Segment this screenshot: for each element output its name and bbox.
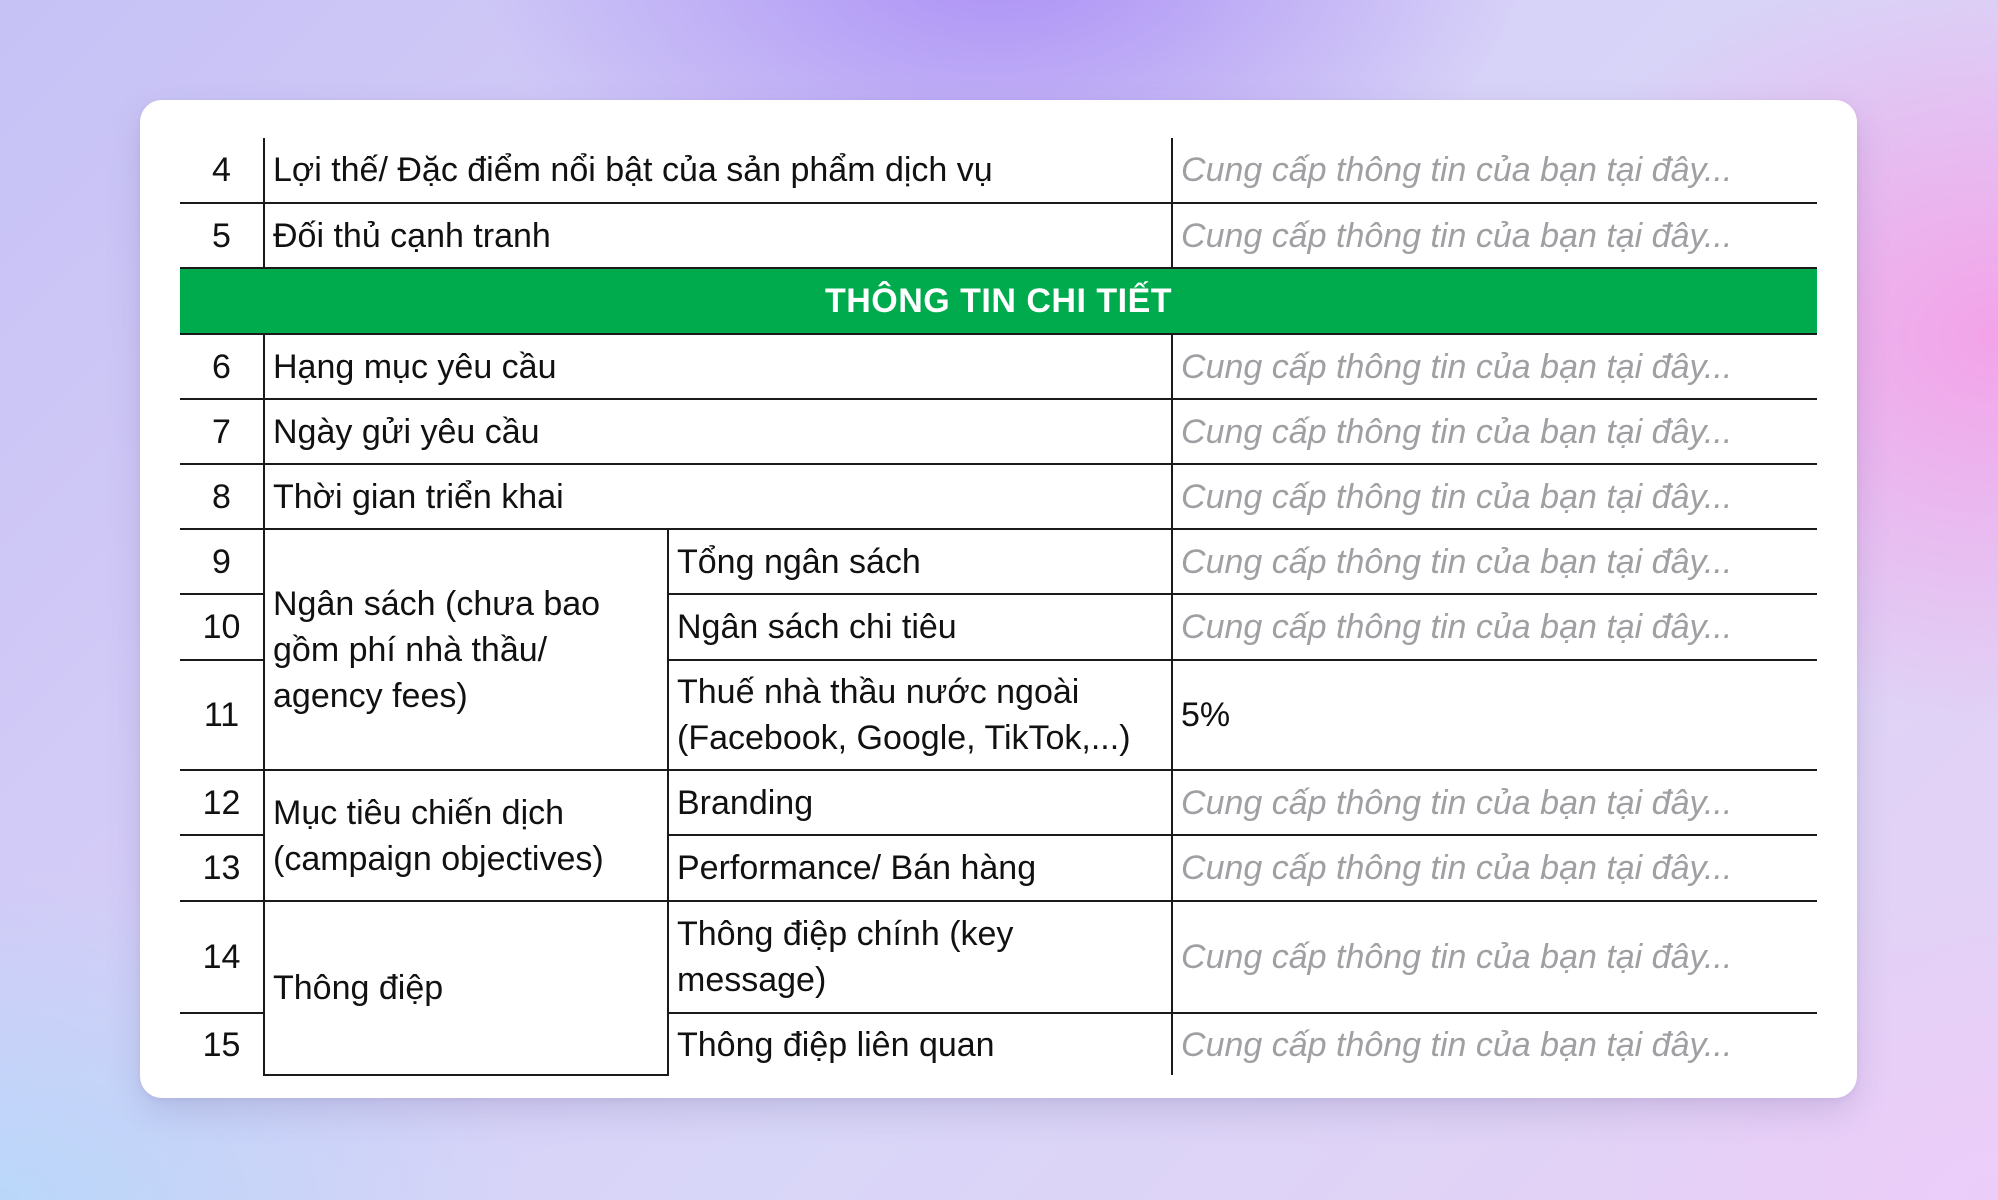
- row-label-related-message: Thông điệp liên quan: [668, 1013, 1172, 1075]
- row-label-performance: Performance/ Bán hàng: [668, 835, 1172, 901]
- row-number: 5: [180, 203, 264, 268]
- input-branding[interactable]: Cung cấp thông tin của bạn tại đây...: [1172, 770, 1817, 835]
- row-number: 10: [180, 594, 264, 660]
- group-label-budget: Ngân sách (chưa bao gồm phí nhà thầu/ agency fees): [264, 529, 668, 770]
- input-request-category[interactable]: Cung cấp thông tin của bạn tại đây...: [1172, 334, 1817, 399]
- row-label-foreign-contractor-tax: Thuế nhà thầu nước ngoài (Facebook, Google, TikTok,...): [668, 660, 1172, 770]
- input-key-message[interactable]: Cung cấp thông tin của bạn tại đây...: [1172, 901, 1817, 1013]
- row-number: 15: [202, 1025, 241, 1064]
- row-number: 6: [180, 334, 264, 399]
- table-row: [180, 399, 1817, 464]
- group-label-campaign-objectives: Mục tiêu chiến dịch (campaign objectives): [264, 770, 668, 901]
- input-total-budget[interactable]: Cung cấp thông tin của bạn tại đây...: [1172, 529, 1817, 594]
- row-number: 8: [180, 464, 264, 529]
- table-row: [180, 901, 1817, 1013]
- input-request-date[interactable]: Cung cấp thông tin của bạn tại đây...: [1172, 399, 1817, 464]
- form-card: [140, 100, 1857, 1098]
- input-related-message[interactable]: Cung cấp thông tin của bạn tại đây...: [1172, 1013, 1817, 1075]
- input-spending-budget[interactable]: Cung cấp thông tin của bạn tại đây...: [1172, 594, 1817, 660]
- row-number: 4: [180, 138, 264, 203]
- row-number: 9: [180, 529, 264, 594]
- row-label-request-date: Ngày gửi yêu cầu: [264, 399, 1172, 464]
- table-row: [180, 138, 1817, 203]
- row-label-spending-budget: Ngân sách chi tiêu: [668, 594, 1172, 660]
- row-number: 13: [180, 835, 264, 901]
- input-performance[interactable]: Cung cấp thông tin của bạn tại đây...: [1172, 835, 1817, 901]
- row-label-competitors: Đối thủ cạnh tranh: [264, 203, 1172, 268]
- table-row: [180, 770, 1817, 835]
- input-competitors[interactable]: Cung cấp thông tin của bạn tại đây...: [1172, 203, 1817, 268]
- row-number: 12: [180, 770, 264, 835]
- row-label-key-message: Thông điệp chính (key message): [668, 901, 1172, 1013]
- row-number: 14: [180, 901, 264, 1013]
- input-deployment-time[interactable]: Cung cấp thông tin của bạn tại đây...: [1172, 464, 1817, 529]
- row-label-request-category: Hạng mục yêu cầu: [264, 334, 1172, 399]
- section-header-detail-info: THÔNG TIN CHI TIẾT: [180, 268, 1817, 334]
- row-label-deployment-time: Thời gian triển khai: [264, 464, 1172, 529]
- table-row: [180, 464, 1817, 529]
- row-number: 11: [180, 660, 264, 770]
- table-row: [180, 529, 1817, 594]
- input-product-advantages[interactable]: Cung cấp thông tin của bạn tại đây...: [1172, 138, 1817, 203]
- row-label-total-budget: Tổng ngân sách: [668, 529, 1172, 594]
- table-row: [180, 203, 1817, 268]
- group-label-message: Thông điệp: [264, 901, 668, 1075]
- brief-form-table: [180, 138, 1817, 1076]
- row-label-product-advantages: Lợi thế/ Đặc điểm nổi bật của sản phẩm dịch vụ: [264, 138, 1172, 203]
- row-label-branding: Branding: [668, 770, 1172, 835]
- row-number: 7: [180, 399, 264, 464]
- table-row: [180, 334, 1817, 399]
- section-header-row: [180, 268, 1817, 334]
- input-foreign-contractor-tax[interactable]: 5%: [1172, 660, 1817, 770]
